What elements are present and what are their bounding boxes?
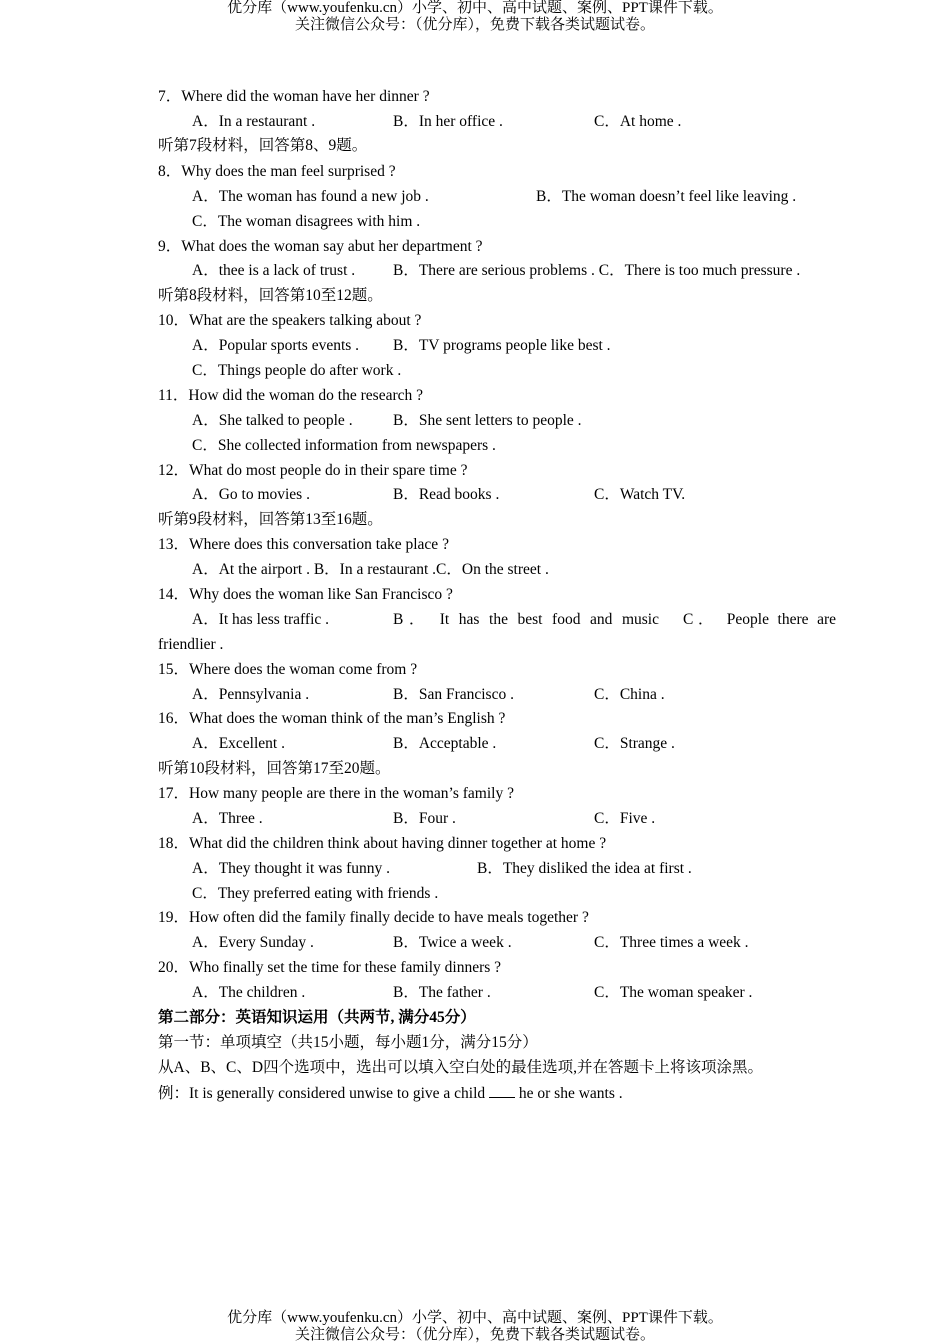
q11-option-c: C．She collected information from newspapers . (192, 437, 496, 454)
q11-option-b: B．She sent letters to people . (393, 412, 582, 429)
q10-option-a: A．Popular sports events . (192, 337, 360, 354)
q17-option-c: C．Five . (594, 810, 656, 827)
section-instruction-9: 听第9段材料，回答第13至16题。 (158, 511, 383, 528)
q16-option-a: A．Excellent . (192, 735, 285, 752)
part-2-instructions: 从A、B、C、D四个选项中，选出可以填入空白处的最佳选项,并在答题卡上将该项涂黑。 (158, 1059, 763, 1076)
q20-option-c: C．The woman speaker . (594, 984, 753, 1001)
question-14: 14．Why does the woman like San Francisco ? (158, 586, 453, 603)
question-19: 19．How often did the family finally decide to have meals together ? (158, 909, 589, 926)
part-2-section-1-title: 第一节：单项填空（共15小题，每小题1分，满分15分） (158, 1034, 538, 1051)
question-20: 20．Who finally set the time for these family dinners ? (158, 959, 502, 976)
question-12: 12．What do most people do in their spare time ? (158, 462, 468, 479)
q10-option-c: C．Things people do after work . (192, 362, 402, 379)
section-instruction-7: 听第7段材料，回答第8、9题。 (158, 137, 368, 154)
q19-option-c: C．Three times a week . (594, 934, 749, 951)
example-text-after: he or she wants . (518, 1085, 623, 1102)
q13-options: A．At the airport . B．In a restaurant .C．On the street . (192, 561, 549, 578)
q7-option-a: A．In a restaurant . (192, 113, 316, 130)
q16-option-c: C．Strange . (594, 735, 675, 752)
q20-option-a: A．The children . (192, 984, 306, 1001)
footer-line-2: 关注微信公众号：（优分库），免费下载各类试题试卷。 (294, 1327, 655, 1343)
header-line-2: 关注微信公众号：（优分库），免费下载各类试题试卷。 (294, 17, 655, 33)
q7-option-b: B．In her office . (393, 113, 503, 130)
question-17: 17．How many people are there in the woman’s family ? (158, 785, 514, 802)
q20-option-b: B．The father . (393, 984, 491, 1001)
q7-option-c: C．At home . (594, 113, 682, 130)
q17-option-a: A．Three . (192, 810, 263, 827)
example-text-before: 例：It is generally considered unwise to give a child (158, 1085, 486, 1102)
q8-option-c: C．The woman disagrees with him . (192, 213, 421, 230)
q16-option-b: B．Acceptable . (393, 735, 497, 752)
footer-line-1: 优分库（www.youfenku.cn）小学、初中、高中试题、案例、PPT课件下载。 (227, 1310, 723, 1326)
question-18: 18．What did the children think about having dinner together at home ? (158, 835, 607, 852)
question-8: 8．Why does the man feel surprised ? (158, 163, 396, 180)
q18-option-a: A．They thought it was funny . (192, 860, 391, 877)
question-13: 13．Where does this conversation take place ? (158, 536, 449, 553)
header-line-1: 优分库（www.youfenku.cn）小学、初中、高中试题、案例、PPT课件下载。 (227, 0, 723, 16)
question-10: 10．What are the speakers talking about ? (158, 312, 422, 329)
q15-option-a: A．Pennsylvania . (192, 686, 310, 703)
question-16: 16．What does the woman think of the man’s English ? (158, 710, 506, 727)
q14-option-c-continued: friendlier . (158, 636, 224, 653)
q8-option-a: A．The woman has found a new job . (192, 188, 429, 205)
q12-option-c: C．Watch TV. (594, 486, 686, 503)
q14-option-a: A．It has less traffic . (192, 611, 330, 628)
q15-option-c: C．China . (594, 686, 665, 703)
question-11: 11．How did the woman do the research ? (158, 387, 423, 404)
q14-option-c: C． People there are (683, 611, 836, 628)
q9-option-bc: B．There are serious problems . C．There is too much pressure . (393, 262, 801, 279)
example-blank (489, 1083, 515, 1098)
question-7: 7．Where did the woman have her dinner ? (158, 88, 430, 105)
section-instruction-8: 听第8段材料，回答第10至12题。 (158, 287, 383, 304)
q8-option-b: B．The woman doesn’t feel like leaving . (536, 188, 797, 205)
q19-option-a: A．Every Sunday . (192, 934, 314, 951)
question-15: 15．Where does the woman come from ? (158, 661, 418, 678)
q17-option-b: B．Four . (393, 810, 456, 827)
q14-option-b: B． It has the best food and music (393, 611, 659, 628)
section-instruction-10: 听第10段材料，回答第17至20题。 (158, 760, 391, 777)
q11-option-a: A．She talked to people . (192, 412, 353, 429)
q18-option-c: C．They preferred eating with friends . (192, 885, 439, 902)
q19-option-b: B．Twice a week . (393, 934, 512, 951)
q9-option-a: A．thee is a lack of trust . (192, 262, 356, 279)
q18-option-b: B．They disliked the idea at first . (477, 860, 692, 877)
question-9: 9．What does the woman say abut her department ? (158, 238, 483, 255)
q15-option-b: B．San Francisco . (393, 686, 514, 703)
example-sentence (158, 1083, 623, 1104)
part-2-title: 第二部分：英语知识运用（共两节, 满分45分） (158, 1009, 476, 1026)
q10-option-b: B．TV programs people like best . (393, 337, 611, 354)
q12-option-b: B．Read books . (393, 486, 500, 503)
q12-option-a: A．Go to movies . (192, 486, 310, 503)
